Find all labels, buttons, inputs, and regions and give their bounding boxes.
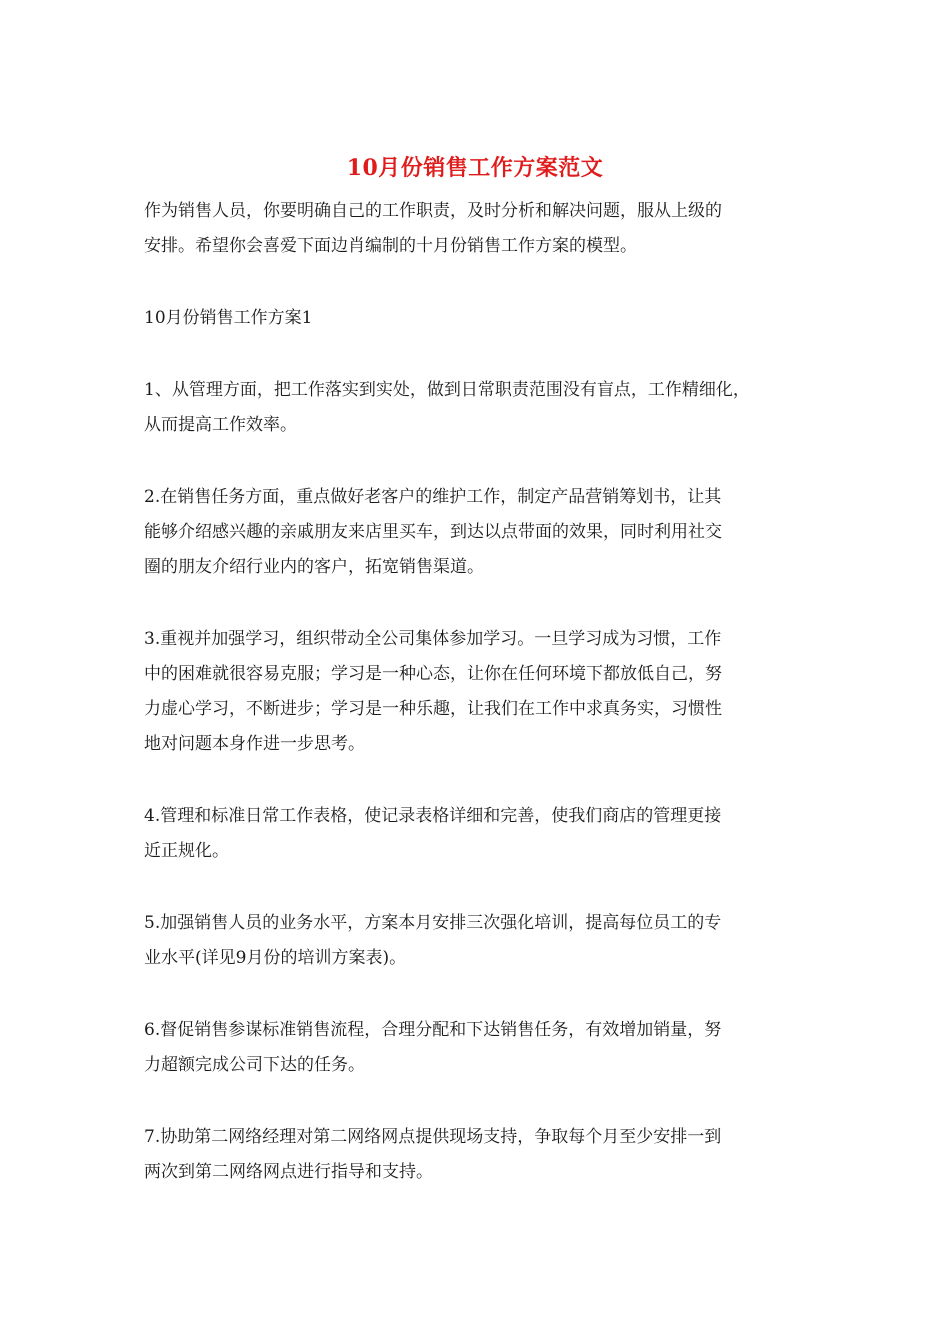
- paragraph-item-6: 6.督促销售参谋标准销售流程，合理分配和下达销售任务，有效增加销量，努 力超额完成公司下达的任务。: [144, 1020, 722, 1075]
- paragraph-item-5: 5.加强销售人员的业务水平，方案本月安排三次强化培训，提高每位员工的专 业水平(详见9月份的培训方案表)。: [144, 913, 722, 968]
- paragraph-item-3: 3.重视并加强学习，组织带动全公司集体参加学习。一旦学习成为习惯，工作 中的困难就很容易克服；学习是一种心态，让你在任何环境下都放低自己，努 力虚心学习，不断进步；学习是一种乐趣，让我们在工作中求真务实，习惯性 地对问题本身作进一步思考。: [144, 629, 722, 754]
- section-heading: 10月份销售工作方案1: [144, 308, 313, 328]
- paragraph-item-7: 7.协助第二网络经理对第二网络网点提供现场支持，争取每个月至少安排一到 两次到第二网络网点进行指导和支持。: [144, 1127, 722, 1182]
- document-title: 10月份销售工作方案范文: [346, 155, 604, 181]
- paragraph-item-1: 1、从管理方面，把工作落实到实处，做到日常职责范围没有盲点，工作精细化， 从而提高工作效率。: [144, 380, 750, 435]
- paragraph-item-4: 4.管理和标准日常工作表格，使记录表格详细和完善，使我们商店的管理更接 近正规化。: [144, 806, 722, 861]
- paragraph-item-2: 2.在销售任务方面，重点做好老客户的维护工作，制定产品营销筹划书，让其 能够介绍感兴趣的亲戚朋友来店里买车，到达以点带面的效果，同时利用社交 圈的朋友介绍行业内的客户，拓宽销售渠道。: [144, 487, 722, 577]
- intro-paragraph: 作为销售人员，你要明确自己的工作职责，及时分析和解决问题，服从上级的 安排。希望你会喜爱下面边肖编制的十月份销售工作方案的模型。: [144, 201, 722, 256]
- document-body: [144, 194, 820, 1227]
